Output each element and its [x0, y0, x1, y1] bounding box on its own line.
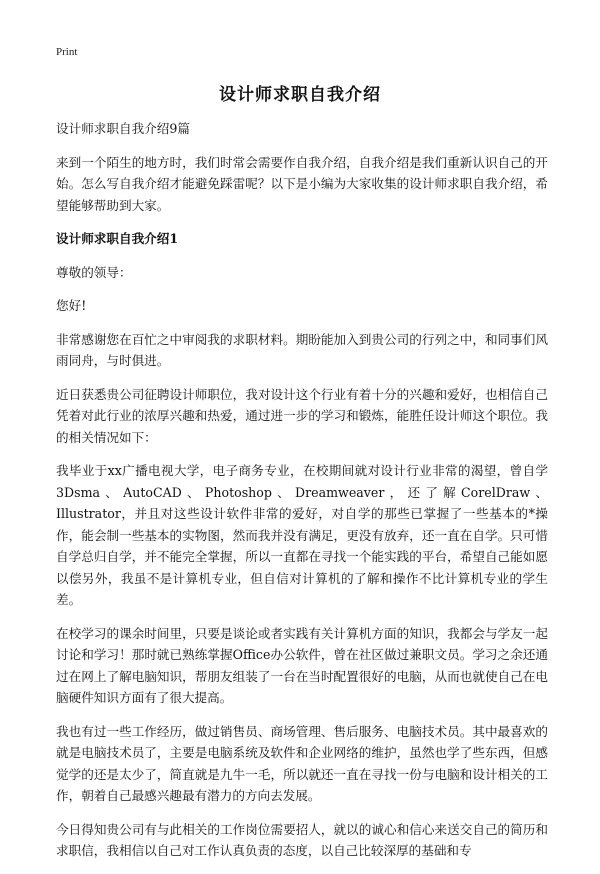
body-paragraph: 非常感谢您在百忙之中审阅我的求职材料。期盼能加入到贵公司的行列之中，和同事们风雨同舟，与时俱进。 [56, 331, 548, 368]
salutation: 尊敬的领导： [56, 264, 132, 280]
print-label: Print [56, 46, 78, 58]
document-title: 设计师求职自我介绍 [219, 85, 381, 105]
intro-paragraph: 来到一个陌生的地方时，我们时常会需要作自我介绍，自我介绍是我们重新认识自己的开始。怎么写自我介绍才能避免踩雷呢？以下是小编为大家收集的设计师求职自我介绍，希望能够帮助到大家。 [56, 154, 548, 213]
body-paragraph: 今日得知贵公司有与此相关的工作岗位需要招人，就以的诚心和信心来送交自己的简历和求职信，我相信以自己对工作认真负责的态度，以自己比较深厚的基础和专 [56, 821, 548, 858]
body-paragraph: 近日获悉贵公司征聘设计师职位，我对设计这个行业有着十分的兴趣和爱好，也相信自己凭着对此行业的浓厚兴趣和热爱，通过进一步的学习和锻炼，能胜任设计师这个职位。我的相关情况如下： [56, 386, 548, 445]
body-paragraph: 在校学习的课余时间里，只要是谈论或者实践有关计算机方面的知识，我都会与学友一起讨论和学习！那时就已熟练掌握Office办公软件，曾在社区做过兼职文员。学习之余还通过在网上了解电脑知识，帮朋友组装了一台在当时配置很好的电脑，从而也就使自己在电脑硬件知识方面有了很大提高。 [56, 625, 548, 705]
body-paragraph: 我毕业于xx广播电视大学，电子商务专业，在校期间就对设计行业非常的渴望，曾自学3Dsma、AutoCAD、Photoshop、Dreamweaver，还了解CorelDraw、Illustrator，并且对这些设计软件非常的爱好，对自学的那些已掌握了一些基本的*操作，能会制一些基本的实物图，然而我并没有满足，更没有放弃，还一直在自学。只可惜自学总归自学，并不能完全掌握，所以一直都在寻找一个能实践的平台，希望自己能如愿以偿另外，我虽不是计算机专业，但自信对计算机的了解和操作不比计算机专业的学生差。 [56, 463, 548, 607]
greeting: 您好! [56, 298, 87, 313]
body-paragraph: 我也有过一些工作经历，做过销售员、商场管理、售后服务、电脑技术员。其中最喜欢的就是电脑技术员了，主要是电脑系统及软件和企业网络的维护，虽然也学了些东西，但感觉学的还是太少了，简直就是九牛一毛，所以就还一直在寻找一份与电脑和设计相关的工作，朝着自己最感兴趣最有潜力的方向去发展。 [56, 723, 548, 803]
document-body [56, 118, 548, 874]
section-heading: 设计师求职自我介绍1 [56, 231, 179, 246]
document-subtitle: 设计师求职自我介绍9篇 [56, 121, 190, 136]
